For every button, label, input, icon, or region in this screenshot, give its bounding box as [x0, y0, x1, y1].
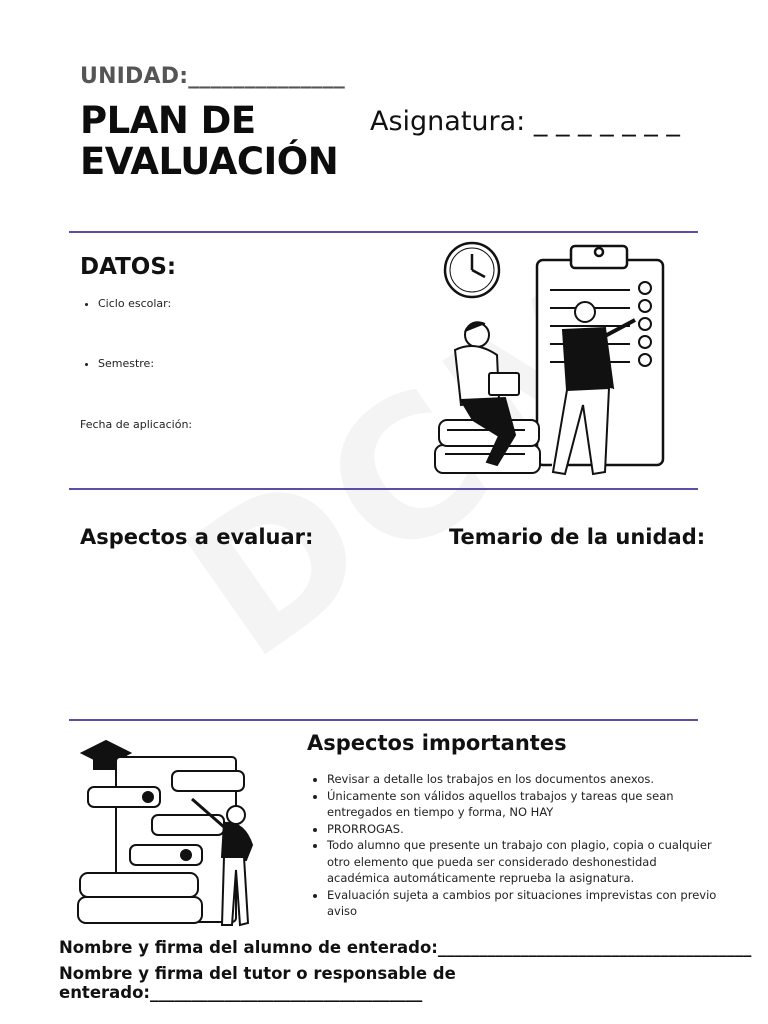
firma-tutor-line-1: Nombre y firma del tutor o responsable de — [59, 964, 456, 983]
datos-heading: DATOS: — [80, 254, 177, 280]
list-item: • PRORROGAS. — [327, 821, 719, 838]
aspectos-evaluar-heading: Aspectos a evaluar: — [80, 525, 314, 549]
list-item: • Evaluación sujeta a cambios por situaciones imprevistas con previo aviso — [327, 887, 719, 920]
firma-alumno: Nombre y firma del alumno de enterado:______________________________________ — [59, 938, 752, 957]
datos-list-1 — [80, 297, 171, 310]
datos-item-semestre: • Semestre: — [98, 357, 154, 370]
divider-3 — [69, 719, 698, 721]
list-item: • Revisar a detalle los trabajos en los documentos anexos. — [327, 771, 719, 788]
datos-item-ciclo: • Ciclo escolar: — [98, 297, 171, 310]
list-item: • Únicamente son válidos aquellos trabajos y tareas que sean entregados en tiempo y forma, NO HAY — [327, 788, 719, 821]
divider-1 — [69, 231, 698, 233]
title-line-2: EVALUACIÓN — [80, 140, 339, 183]
page-title — [80, 100, 338, 182]
unidad-label: UNIDAD:______________ — [80, 64, 346, 89]
datos-list-2 — [80, 357, 154, 370]
clock-icon — [445, 243, 499, 297]
divider-2 — [69, 488, 698, 490]
asignatura-label: Asignatura: _ _ _ _ _ _ _ — [370, 106, 680, 137]
books-stack — [78, 873, 202, 923]
student-illustration — [74, 735, 274, 935]
temario-heading: Temario de la unidad: — [449, 525, 706, 549]
importantes-heading: Aspectos importantes — [307, 731, 567, 755]
evaluation-illustration — [425, 240, 685, 485]
firma-tutor-line-2: enterado:_________________________________ — [59, 983, 423, 1002]
importantes-list — [310, 771, 719, 920]
fecha-label: Fecha de aplicación: — [80, 418, 193, 431]
list-item: • Todo alumno que presente un trabajo con plagio, copia o cualquier otro elemento que pueda ser considerado deshonestidad académica automáticamente reprueba la asignatura. — [327, 837, 719, 887]
title-line-1: PLAN DE — [80, 99, 256, 142]
